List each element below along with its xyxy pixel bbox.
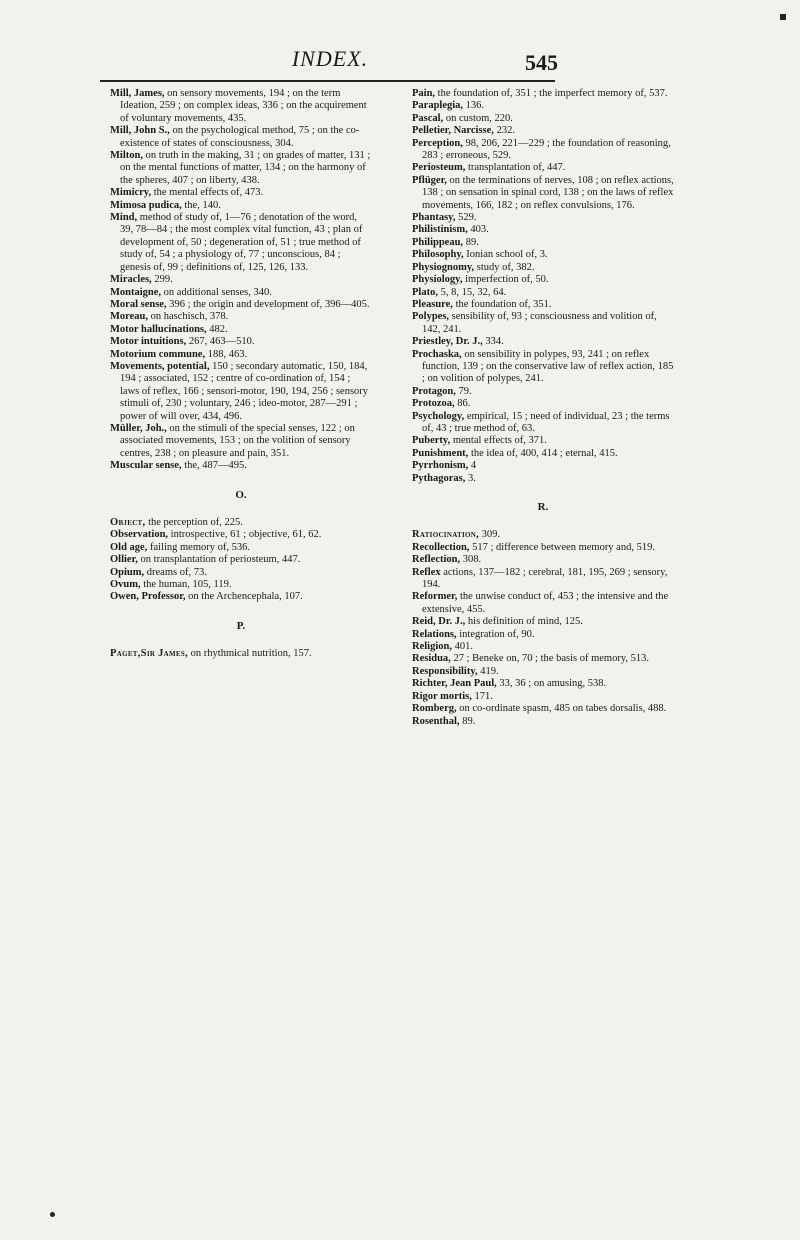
index-entry: [412, 100, 674, 112]
entry-references: sensibility of, 93 ; consciousness and volition of, 142, 241.: [422, 311, 657, 335]
index-entry: [412, 666, 674, 678]
index-entry: [110, 423, 372, 460]
index-entry: [412, 274, 674, 286]
index-entry: [412, 287, 674, 299]
entry-references: the mental effects of, 473.: [151, 187, 264, 199]
entry-heading: Reflection,: [412, 554, 461, 566]
index-entry: [412, 529, 674, 541]
entry-references: the unwise conduct of, 453 ; the intensive and the extensive, 455.: [422, 591, 669, 615]
entry-references: 308.: [460, 554, 482, 566]
entry-heading: Mill, John S.,: [110, 125, 170, 137]
left-column: [110, 88, 372, 661]
entry-heading: Milton,: [110, 150, 143, 162]
entry-references: 529.: [455, 212, 477, 224]
entry-heading: Mimicry,: [110, 187, 152, 199]
entry-references: empirical, 15 ; need of individual, 23 ; the terms of, 43 ; true method of, 63.: [422, 410, 670, 434]
index-entry: [412, 691, 674, 703]
scan-mark: [780, 14, 786, 20]
index-entry: [412, 411, 674, 436]
entry-references: 79.: [455, 385, 472, 397]
entry-references: 98, 206, 221—229 ; the foundation of reasoning, 283 ; erroneous, 529.: [422, 137, 671, 162]
index-entry: [412, 212, 674, 224]
index-entry: [412, 299, 674, 311]
index-entry: [412, 311, 674, 336]
index-entry: [110, 460, 372, 472]
entry-references: actions, 137—182 ; cerebral, 181, 195, 269 ; sensory, 194.: [422, 566, 668, 591]
index-entry: [412, 386, 674, 398]
entry-references: the human, 105, 119.: [140, 579, 232, 591]
entry-heading: Muscular sense,: [110, 460, 182, 472]
entry-heading: Philistinism,: [412, 224, 468, 236]
entry-heading: Motorium commune,: [110, 348, 206, 360]
entry-references: on the terminations of nerves, 108 ; on reflex actions, 138 ; on sensation in spinal cord, 138 ; on the laws of reflex movements, 166, 182 ; on reflex convulsions, 176.: [422, 174, 674, 211]
entry-references: 403.: [467, 224, 489, 236]
index-entry: [412, 224, 674, 236]
index-entry: [110, 324, 372, 336]
entry-heading: Montaigne,: [110, 286, 162, 298]
entry-references: 3.: [465, 472, 476, 484]
index-entry: [412, 398, 674, 410]
scan-dot: [50, 1212, 55, 1217]
entry-references: 401.: [451, 641, 473, 653]
index-entry: [412, 473, 674, 485]
entry-heading: Richter, Jean Paul,: [412, 678, 497, 690]
section-letter-p: P.: [236, 619, 246, 632]
entries-m: [110, 88, 372, 473]
entries-p-continued: [412, 88, 674, 485]
entry-heading: Pelletier, Narcisse,: [412, 125, 494, 137]
entry-heading: Ovum,: [110, 579, 141, 591]
entry-references: on transplantation of periosteum, 447.: [137, 554, 301, 566]
entry-heading: Paraplegia,: [412, 100, 464, 112]
entry-heading: Pascal,: [412, 112, 444, 124]
index-entry: [412, 138, 674, 163]
entry-references: failing memory of, 536.: [147, 541, 250, 553]
entry-heading: Physiognomy,: [412, 261, 475, 273]
entry-references: 188, 463.: [205, 348, 248, 360]
index-entry: [412, 703, 674, 715]
entry-references: 150 ; secondary automatic, 150, 184, 194 ; associated, 152 ; centre of co-ordination of, 154 ; laws of reflex, 166 ; sensori-motor, 190, 194, 256 ; sensory stimuli of, 230 ; voluntary, 246 ; ideo-motor, 287—291 ; power of will over, 434, 496.: [120, 360, 369, 422]
index-entry: [110, 648, 372, 660]
index-entry: [412, 554, 674, 566]
index-entry: [110, 591, 372, 603]
entry-references: 482.: [206, 323, 228, 335]
index-entry: [412, 88, 674, 100]
entry-references: on additional senses, 340.: [161, 286, 272, 298]
entry-heading: Pain,: [412, 88, 436, 99]
entry-heading: Owen, Professor,: [110, 591, 186, 603]
index-entry: [412, 435, 674, 447]
entry-references: 267, 463—510.: [186, 336, 255, 348]
entry-heading: Periosteum,: [412, 162, 466, 174]
entry-references: dreams of, 73.: [144, 566, 207, 578]
entry-references: on rhythmical nutrition, 157.: [188, 648, 312, 660]
entry-references: 4: [468, 460, 477, 472]
entry-references: 136.: [463, 100, 485, 112]
entry-heading: Romberg,: [412, 703, 457, 715]
entry-heading: Punishment,: [412, 447, 469, 459]
index-entry: [110, 88, 372, 125]
entry-references: 419.: [477, 665, 499, 677]
index-entry: [110, 311, 372, 323]
entry-references: Ionian school of, 3.: [463, 249, 548, 261]
entry-references: the perception of, 225.: [145, 517, 243, 528]
index-entry: [110, 517, 372, 529]
entry-heading: Phantasy,: [412, 212, 456, 224]
entry-heading: Mill, James,: [110, 88, 165, 99]
entries-r: [412, 529, 674, 728]
index-entry: [110, 150, 372, 187]
entry-references: 33, 36 ; on amusing, 538.: [496, 678, 607, 690]
index-entry: [110, 349, 372, 361]
entry-references: the foundation of, 351.: [452, 298, 552, 310]
index-entry: [110, 529, 372, 541]
entry-heading: Priestley, Dr. J.,: [412, 336, 483, 348]
entry-heading: Pflüger,: [412, 174, 447, 186]
index-entry: [412, 249, 674, 261]
entry-references: imperfection of, 50.: [462, 274, 549, 286]
entry-references: 171.: [471, 690, 493, 702]
entry-heading: Religion,: [412, 641, 452, 653]
index-entry: [412, 262, 674, 274]
entry-references: 89.: [463, 236, 479, 248]
entry-heading: Motor intuitions,: [110, 336, 187, 348]
entry-references: on truth in the making, 31 ; on grades of matter, 131 ; on the mental functions of matter, 134 ; on the harmony of the spheres, 407 ; on liberty, 438.: [120, 150, 371, 186]
entry-heading: Philosophy,: [412, 249, 464, 261]
entry-heading: Opium,: [110, 566, 145, 578]
entry-heading: Reflex: [412, 566, 441, 578]
entry-heading: Protozoa,: [412, 398, 455, 410]
section-letter-r: R.: [537, 501, 549, 513]
index-entry: [412, 125, 674, 137]
entry-references: 27 ; Beneke on, 70 ; the basis of memory, 513.: [450, 653, 650, 665]
index-entry: [412, 542, 674, 554]
entry-heading: Reformer,: [412, 591, 458, 603]
index-entry: [412, 336, 674, 348]
index-entry: [110, 200, 372, 212]
index-entry: [412, 629, 674, 641]
index-entry: [412, 113, 674, 125]
entry-heading: Moreau,: [110, 311, 149, 323]
index-entry: [412, 716, 674, 728]
right-column: [412, 88, 674, 728]
entry-references: on the psychological method, 75 ; on the co-existence of states of consciousness, 304.: [120, 125, 360, 149]
index-entry: [412, 175, 674, 212]
entry-references: on haschisch, 378.: [148, 311, 229, 323]
index-entry: [412, 349, 674, 386]
entry-heading: Movements, potential,: [110, 360, 210, 372]
entry-references: 334.: [482, 336, 504, 348]
entry-heading: Observation,: [110, 529, 169, 541]
entry-heading: Rigor mortis,: [412, 690, 472, 702]
entry-heading: Perception,: [412, 137, 463, 149]
entry-references: on the stimuli of the special senses, 122 ; on associated movements, 153 ; on the volition of sensory centres, 238 ; on pleasure and pain, 351.: [120, 422, 355, 459]
entry-references: 5, 8, 15, 32, 64.: [437, 286, 507, 298]
index-entry: [412, 591, 674, 616]
entry-heading: Puberty,: [412, 435, 451, 447]
entry-references: 396 ; the origin and development of, 396—405.: [166, 298, 370, 310]
entry-heading: Pythagoras,: [412, 472, 466, 484]
entry-heading: Pyrrhonism,: [412, 460, 469, 472]
entry-references: his definition of mind, 125.: [465, 616, 583, 628]
entry-references: on sensibility in polypes, 93, 241 ; on reflex function, 139 ; on the conservative law of reflex action, 185 ; on volition of polypes, 241.: [422, 348, 674, 385]
index-entry: [110, 361, 372, 423]
entry-references: study of, 382.: [474, 261, 535, 273]
index-entry: [110, 542, 372, 554]
entry-heading: Müller, Joh.,: [110, 422, 167, 434]
index-entry: [110, 579, 372, 591]
entry-heading: Mimosa pudica,: [110, 199, 182, 211]
index-entry: [110, 212, 372, 274]
entry-references: on co-ordinate spasm, 485 on tabes dorsalis, 488.: [456, 703, 667, 715]
index-entry: [412, 237, 674, 249]
entry-heading: Old age,: [110, 541, 148, 553]
index-entry: [110, 274, 372, 286]
entry-references: method of study of, 1—76 ; denotation of the word, 39, 78—84 ; the most complex vital function, 43 ; plan of development of, 50 ; degeneration of, 51 ; true method of study of, 54 ; a physiology of, 77 ; unconscious, 84 ; genesis of, 99 ; definitions of, 125, 126, 133.: [120, 212, 363, 273]
entry-heading: Miracles,: [110, 274, 152, 286]
index-entry: [110, 554, 372, 566]
entry-heading: Philippeau,: [412, 236, 464, 248]
entry-heading: Mind,: [110, 212, 138, 224]
page-number: 545: [525, 50, 558, 75]
index-entry: [412, 162, 674, 174]
entry-heading: Object,: [110, 517, 146, 528]
entry-references: on custom, 220.: [443, 112, 513, 124]
index-entry: [110, 187, 372, 199]
entry-references: on the Archencephala, 107.: [185, 591, 303, 603]
entry-references: the, 487—495.: [181, 460, 247, 472]
entry-heading: Physiology,: [412, 274, 463, 286]
index-entry: [110, 125, 372, 150]
page-header: [110, 46, 558, 80]
entry-references: 299.: [151, 274, 173, 286]
index-entry: [412, 641, 674, 653]
index-entry: [110, 336, 372, 348]
entries-p: [110, 648, 372, 660]
entry-references: 89.: [459, 715, 476, 727]
entry-references: the foundation of, 351 ; the imperfect memory of, 537.: [435, 88, 668, 99]
entry-heading: Ratiocination,: [412, 529, 480, 541]
entry-heading: Rosenthal,: [412, 715, 460, 727]
entry-heading: Psychology,: [412, 410, 465, 422]
entry-heading: Residua,: [412, 653, 451, 665]
entry-references: 517 ; difference between memory and, 519.: [469, 541, 655, 553]
entry-heading: Polypes,: [412, 311, 450, 323]
page-title: INDEX.: [291, 46, 369, 71]
entry-references: 309.: [479, 529, 501, 541]
entries-o: [110, 517, 372, 604]
index-entry: [110, 567, 372, 579]
entry-heading: Pleasure,: [412, 298, 453, 310]
entry-references: 86.: [454, 398, 471, 410]
entry-heading: Relations,: [412, 628, 457, 640]
entry-references: introspective, 61 ; objective, 61, 62.: [168, 529, 322, 541]
entry-heading: Protagon,: [412, 385, 456, 397]
entry-references: the idea of, 400, 414 ; eternal, 415.: [468, 447, 618, 459]
index-entry: [412, 460, 674, 472]
index-entry: [412, 678, 674, 690]
section-letter-o: O.: [235, 488, 247, 501]
entry-heading: Paget,Sir James,: [110, 648, 189, 660]
entry-heading: Ollier,: [110, 554, 138, 566]
entry-heading: Prochaska,: [412, 348, 462, 360]
entry-references: transplantation of, 447.: [465, 162, 566, 174]
entry-heading: Responsibility,: [412, 665, 478, 677]
header-rule: [100, 80, 555, 82]
entry-heading: Reid, Dr. J.,: [412, 616, 466, 628]
entry-heading: Recollection,: [412, 541, 470, 553]
entry-references: 232.: [493, 125, 515, 137]
index-entry: [110, 287, 372, 299]
index-entry: [412, 567, 674, 592]
index-entry: [110, 299, 372, 311]
index-entry: [412, 448, 674, 460]
entry-references: the, 140.: [181, 199, 221, 211]
index-entry: [412, 653, 674, 665]
entry-references: mental effects of, 371.: [450, 435, 547, 447]
entry-heading: Plato,: [412, 286, 438, 298]
entry-references: on sensory movements, 194 ; on the term Ideation, 259 ; on complex ideas, 336 ; on the acquirement of voluntary movements, 435.: [120, 88, 367, 124]
entry-references: integration of, 90.: [456, 628, 535, 640]
index-entry: [412, 616, 674, 628]
entry-heading: Motor hallucinations,: [110, 323, 207, 335]
entry-heading: Moral sense,: [110, 298, 167, 310]
